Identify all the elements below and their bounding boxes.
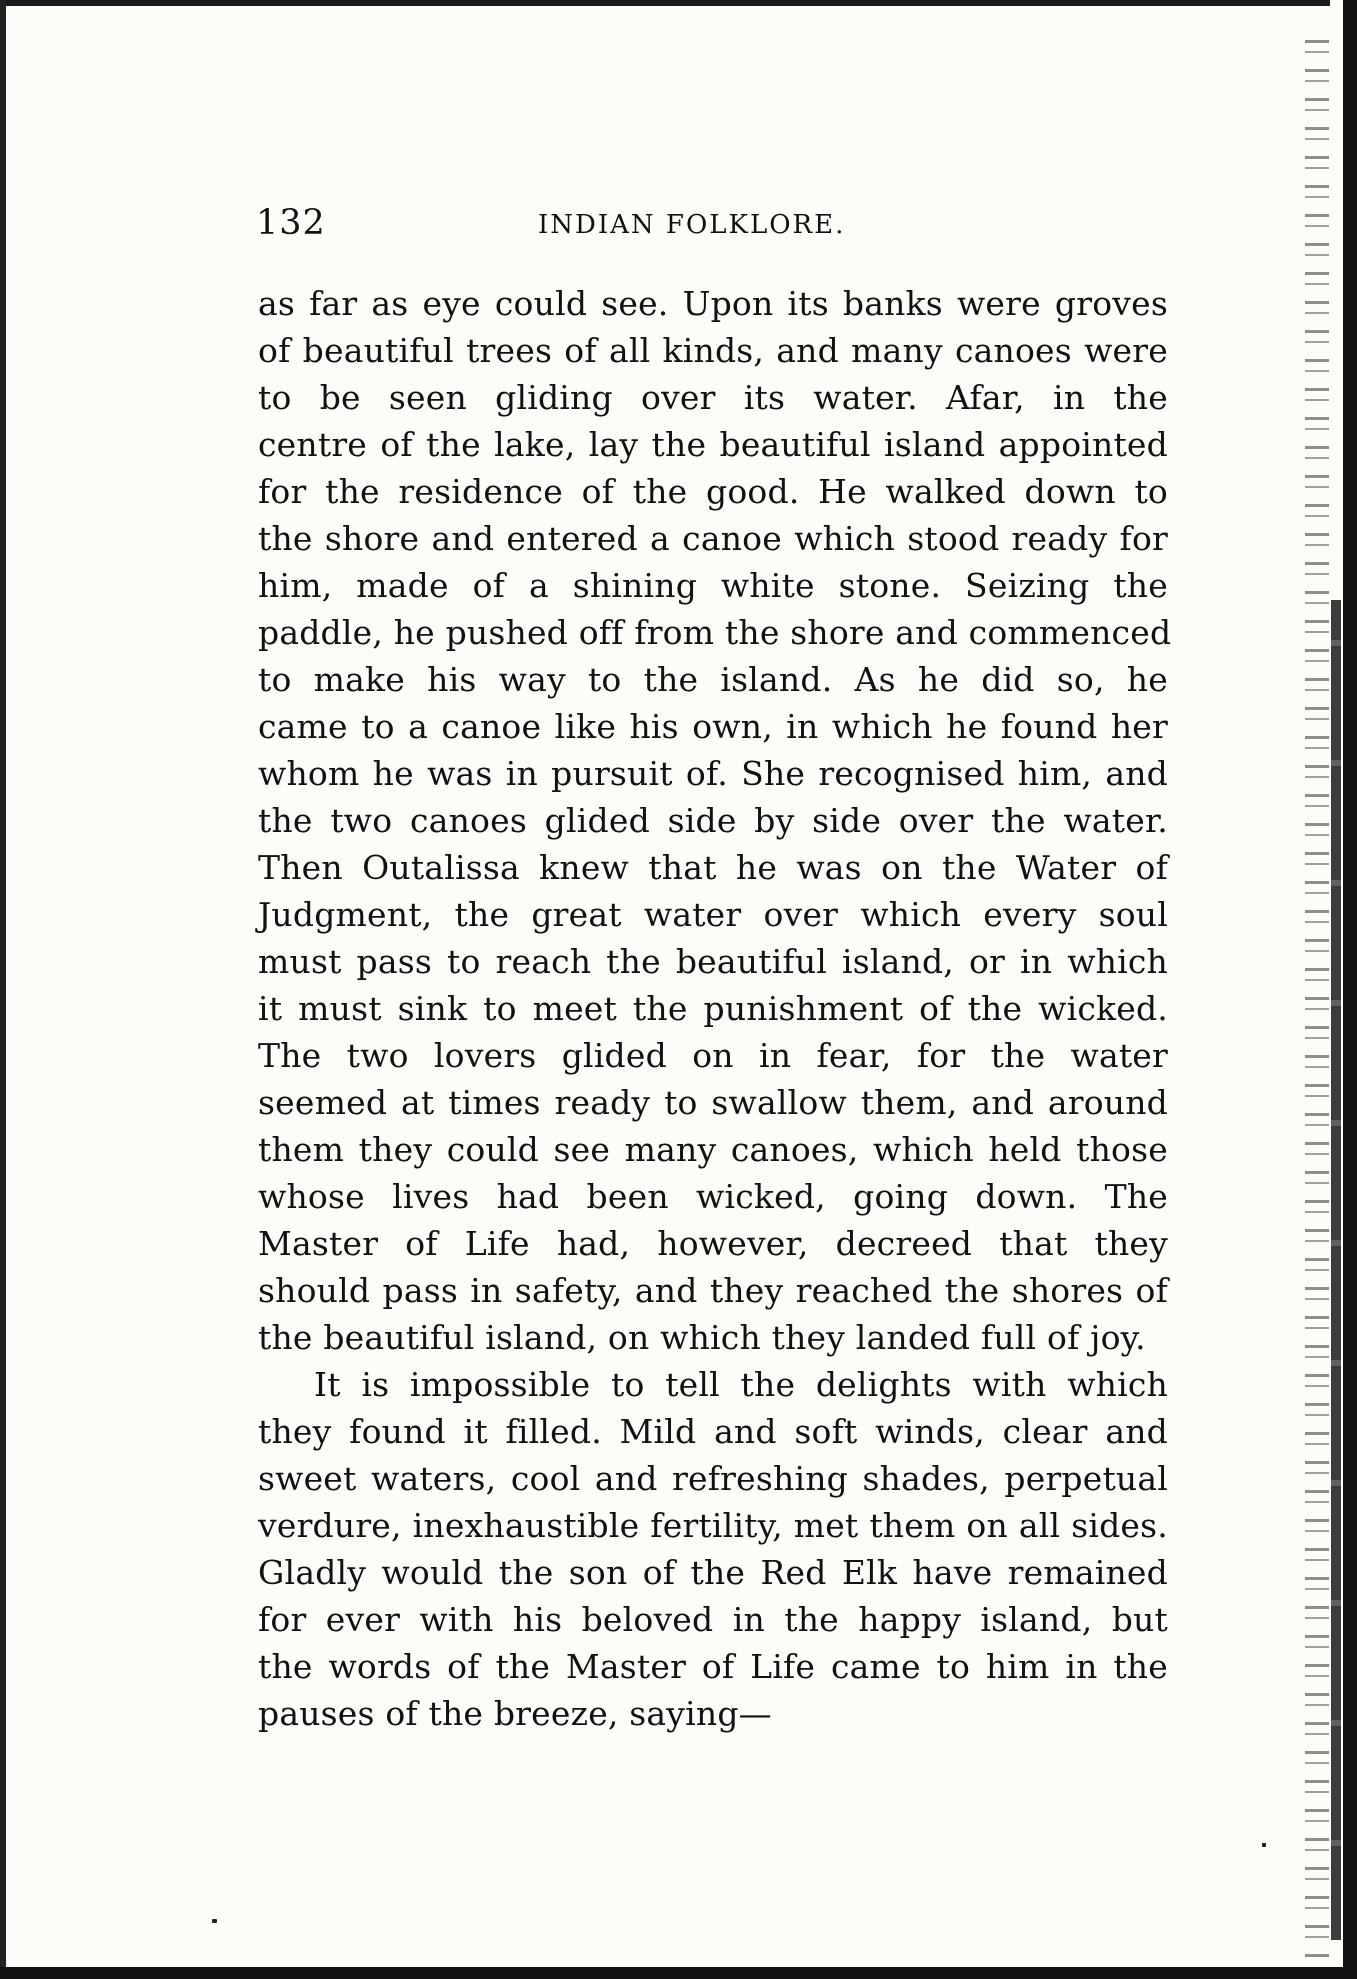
scan-edge-left — [0, 0, 6, 1979]
text-line: the two canoes glided side by side over the water. — [258, 801, 1168, 840]
text-line: must pass to reach the beautiful island, or in which — [258, 942, 1168, 981]
body-text — [258, 280, 1172, 1737]
scan-edge-bottom — [0, 1967, 1357, 1979]
binding-shadow — [1305, 40, 1329, 1960]
text-line: seemed at times ready to swallow them, and around — [258, 1083, 1168, 1122]
text-line: it must sink to meet the punishment of the wicked. — [258, 989, 1168, 1028]
text-line: them they could see many canoes, which held those — [258, 1130, 1168, 1169]
paragraph-end-line: the beautiful island, on which they landed full of joy. — [258, 1318, 1146, 1357]
text-line: came to a canoe like his own, in which he found her — [258, 707, 1168, 746]
text-line: the shore and entered a canoe which stood ready for — [258, 519, 1168, 558]
text-line: Judgment, the great water over which every soul — [258, 895, 1168, 934]
text-line: paddle, he pushed off from the shore and commenced — [258, 613, 1172, 652]
paragraph-end-line: pauses of the breeze, saying— — [258, 1694, 772, 1733]
text-line: Then Outalissa knew that he was on the Water of — [258, 848, 1168, 887]
scan-edge-top — [0, 0, 1330, 6]
running-title: INDIAN FOLKLORE. — [538, 210, 846, 240]
scan-speck — [212, 1919, 217, 1923]
scan-edge-right — [1343, 0, 1357, 1979]
text-line: whose lives had been wicked, going down. The — [258, 1177, 1168, 1216]
text-line: The two lovers glided on in fear, for the water — [258, 1036, 1168, 1075]
page-header — [256, 203, 1056, 253]
text-line: Master of Life had, however, decreed that they — [258, 1224, 1168, 1263]
text-line: sweet waters, cool and refreshing shades, perpetual — [258, 1459, 1168, 1498]
text-line: as far as eye could see. Upon its banks were groves — [258, 284, 1168, 323]
binding-edge — [1331, 600, 1341, 1940]
text-line: to make his way to the island. As he did so, he — [258, 660, 1168, 699]
scan-speck — [1262, 1843, 1266, 1847]
text-line: centre of the lake, lay the beautiful island appointed — [258, 425, 1168, 464]
text-line: verdure, inexhaustible fertility, met them on all sides. — [258, 1506, 1168, 1545]
text-line: for the residence of the good. He walked down to — [258, 472, 1168, 511]
text-line: of beautiful trees of all kinds, and many canoes were — [258, 331, 1168, 370]
text-line: Gladly would the son of the Red Elk have remained — [258, 1553, 1168, 1592]
text-line: the words of the Master of Life came to him in the — [258, 1647, 1168, 1686]
text-line: should pass in safety, and they reached the shores of — [258, 1271, 1168, 1310]
text-line: for ever with his beloved in the happy island, but — [258, 1600, 1168, 1639]
text-line: they found it filled. Mild and soft winds, clear and — [258, 1412, 1168, 1451]
text-line: whom he was in pursuit of. She recognised him, and — [258, 754, 1168, 793]
text-line: him, made of a shining white stone. Seizing the — [258, 566, 1168, 605]
paragraph-start-line: It is impossible to tell the delights with which — [314, 1365, 1168, 1404]
text-line: to be seen gliding over its water. Afar, in the — [258, 378, 1168, 417]
page-number: 132 — [256, 203, 326, 243]
